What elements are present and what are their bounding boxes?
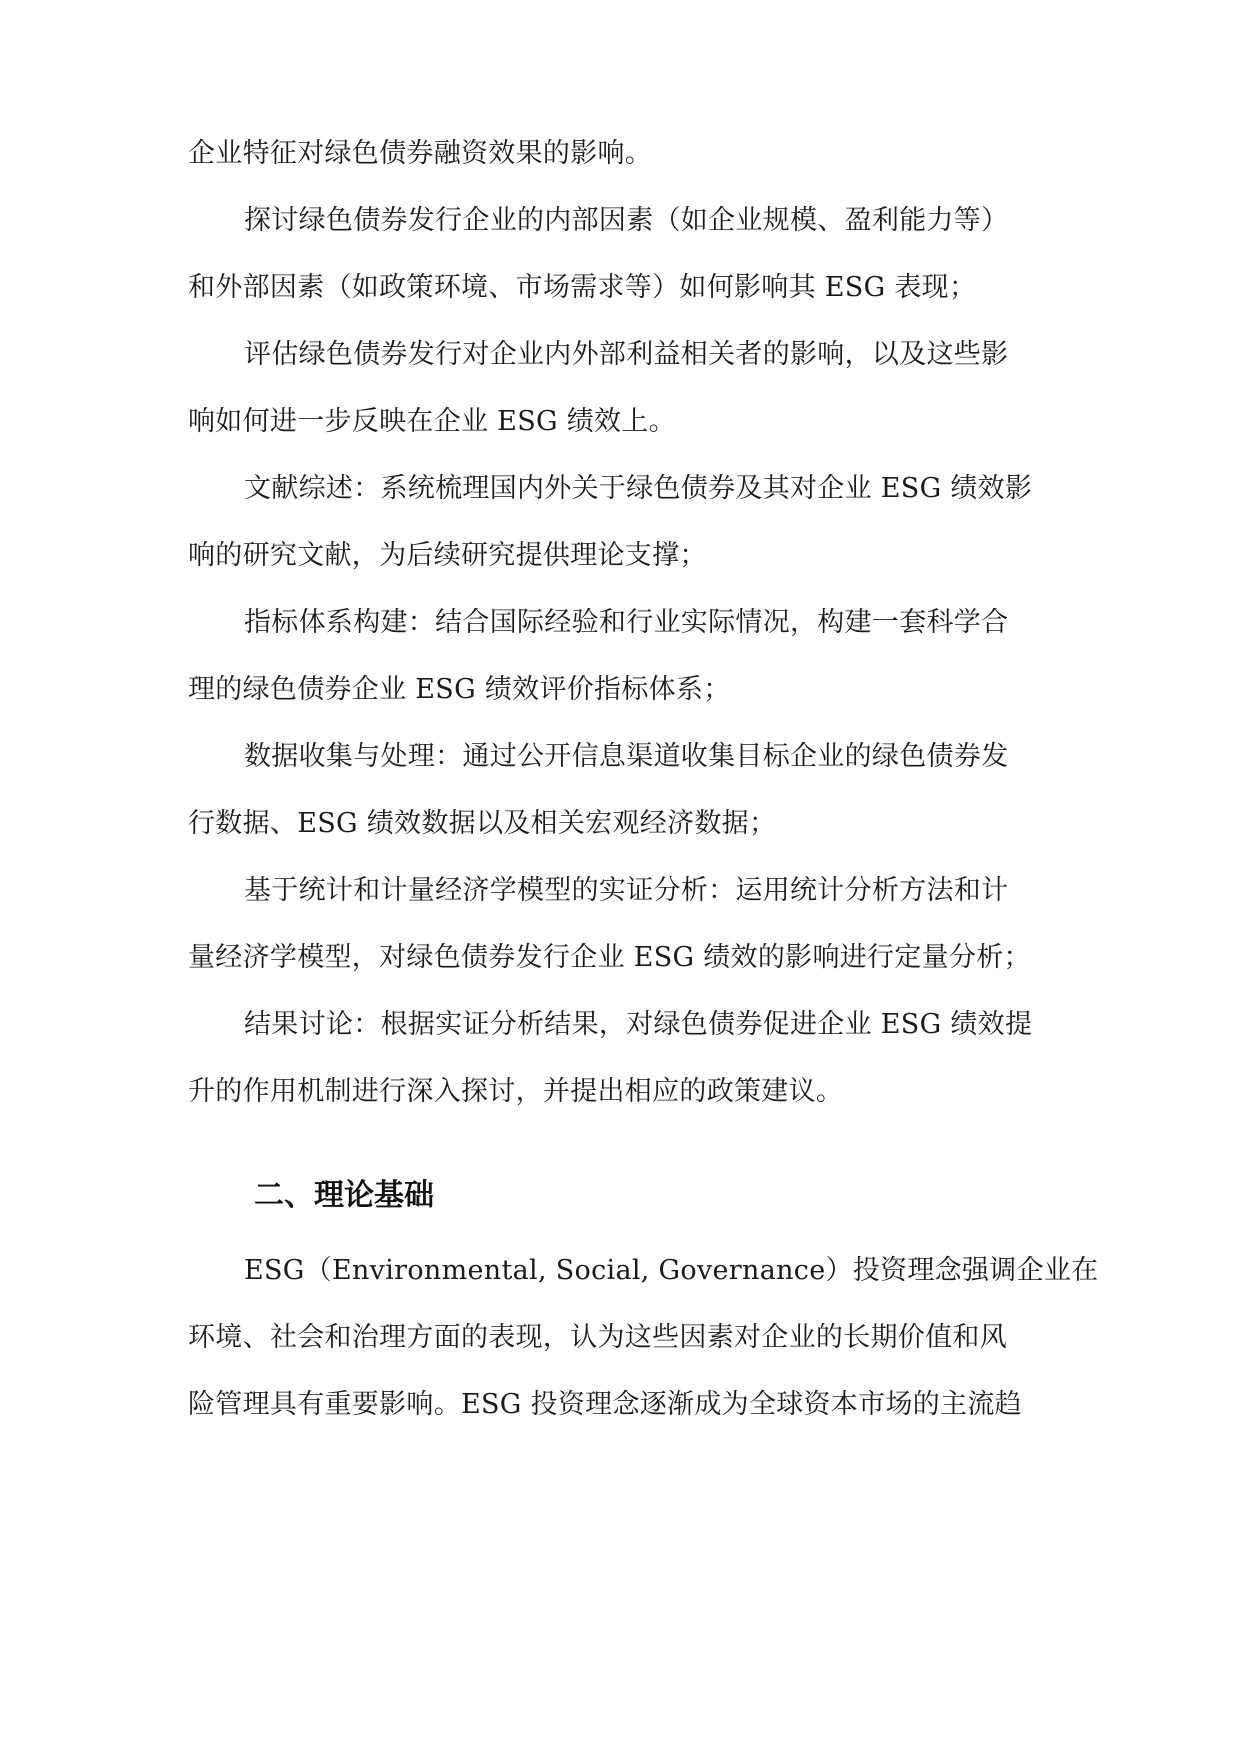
text-line: 探讨绿色债券发行企业的内部因素（如企业规模、盈利能力等） bbox=[244, 205, 1009, 236]
text-line: 文献综述：系统梳理国内外关于绿色债券及其对企业 ESG 绩效影 bbox=[244, 473, 1033, 504]
text-line: 理的绿色债券企业 ESG 绩效评价指标体系； bbox=[188, 674, 731, 705]
text-line: 量经济学模型，对绿色债券发行企业 ESG 绩效的影响进行定量分析； bbox=[188, 942, 1031, 973]
text-line: 企业特征对绿色债券融资效果的影响。 bbox=[188, 138, 653, 169]
text-line: ESG（Environmental, Social, Governance）投资理念强调企业在 bbox=[244, 1255, 1099, 1286]
text-line: 指标体系构建：结合国际经验和行业实际情况，构建一套科学合 bbox=[244, 607, 1009, 638]
text-line: 升的作用机制进行深入探讨，并提出相应的政策建议。 bbox=[188, 1076, 844, 1107]
text-line: 响的研究文献，为后续研究提供理论支撑； bbox=[188, 540, 707, 571]
text-line: 响如何进一步反映在企业 ESG 绩效上。 bbox=[188, 406, 676, 437]
text-line: 险管理具有重要影响。ESG 投资理念逐渐成为全球资本市场的主流趋 bbox=[188, 1389, 1022, 1420]
text-line: 和外部因素（如政策环境、市场需求等）如何影响其 ESG 表现； bbox=[188, 272, 977, 303]
text-line: 环境、社会和治理方面的表现，认为这些因素对企业的长期价值和风 bbox=[188, 1322, 1007, 1353]
section-heading: 二、理论基础 bbox=[254, 1178, 434, 1213]
text-line: 行数据、ESG 绩效数据以及相关宏观经济数据； bbox=[188, 808, 777, 839]
text-line: 评估绿色债券发行对企业内外部利益相关者的影响，以及这些影 bbox=[244, 339, 1009, 370]
text-line: 数据收集与处理：通过公开信息渠道收集目标企业的绿色债券发 bbox=[244, 741, 1009, 772]
text-line: 基于统计和计量经济学模型的实证分析：运用统计分析方法和计 bbox=[244, 875, 1009, 906]
text-line: 结果讨论：根据实证分析结果，对绿色债券促进企业 ESG 绩效提 bbox=[244, 1009, 1033, 1040]
